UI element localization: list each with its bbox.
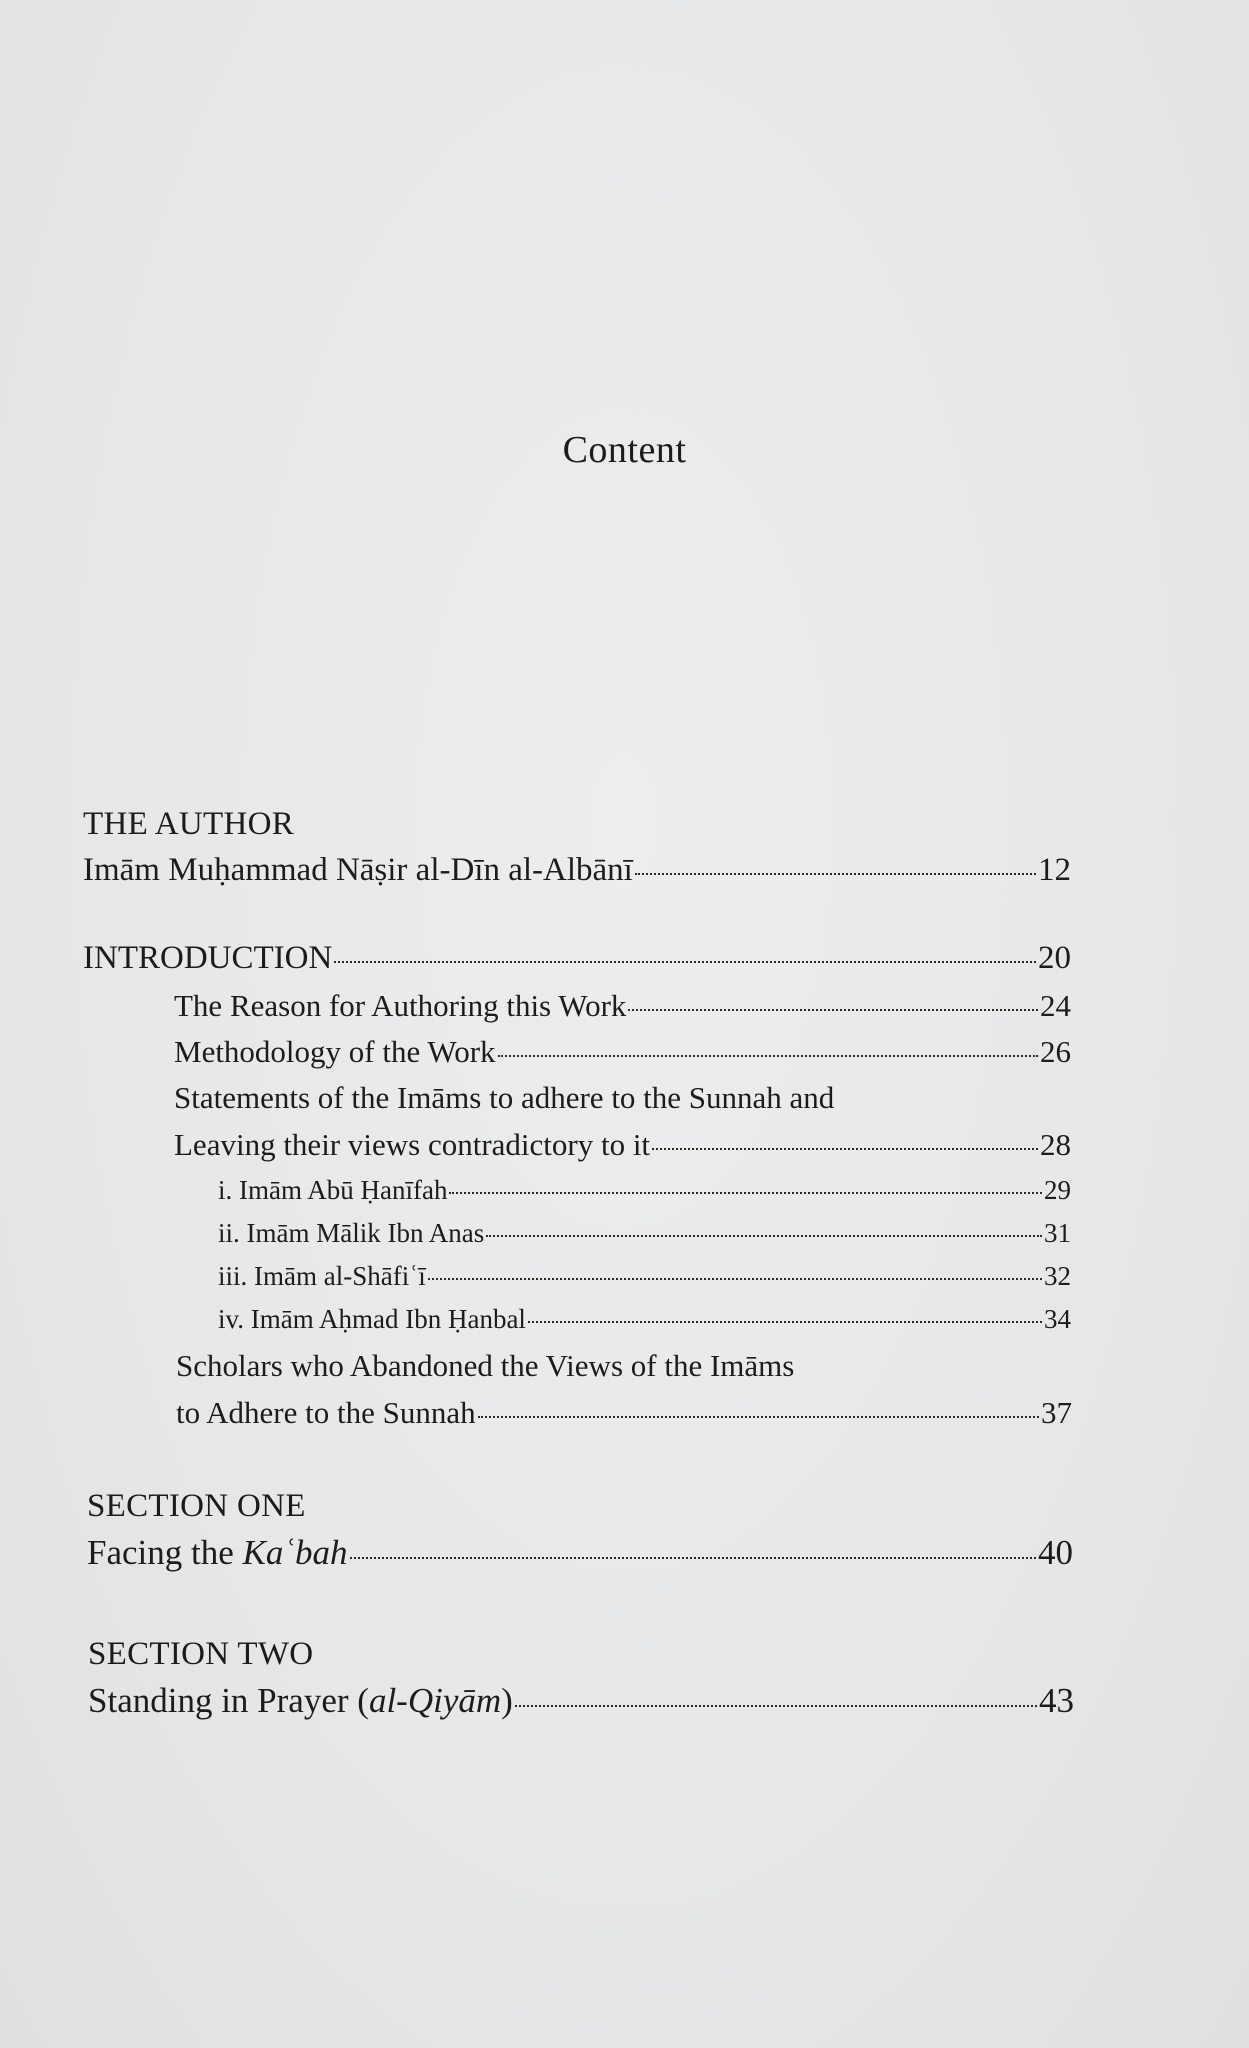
label-italic: al-Qiyām — [368, 1681, 502, 1720]
author-heading: THE AUTHOR — [83, 806, 295, 842]
toc-page-number: 26 — [1040, 1034, 1071, 1069]
toc-entry-label: to Adhere to the Sunnah — [176, 1395, 476, 1430]
toc-entry-label — [88, 1681, 513, 1721]
toc-page-number: 29 — [1044, 1175, 1071, 1205]
dot-leader — [428, 1278, 1042, 1280]
dot-leader — [635, 873, 1036, 875]
toc-entry-label: ii. Imām Mālik Ibn Anas — [218, 1218, 485, 1248]
toc-entry-section-one[interactable] — [87, 1533, 1073, 1573]
label-text-suffix: ) — [501, 1681, 513, 1720]
toc-entry-label: i. Imām Abū Ḥanīfah — [218, 1175, 448, 1205]
dot-leader — [478, 1416, 1039, 1418]
dot-leader — [486, 1235, 1042, 1237]
toc-entry-imam-2[interactable] — [218, 1218, 1071, 1249]
section-one-heading: SECTION ONE — [87, 1488, 306, 1524]
dot-leader — [350, 1557, 1036, 1559]
toc-page-number: 31 — [1044, 1218, 1071, 1248]
toc-entry-label: INTRODUCTION — [83, 940, 333, 976]
toc-entry-reason[interactable] — [174, 988, 1071, 1024]
toc-entry-imam-4[interactable] — [218, 1304, 1071, 1335]
toc-page-number: 28 — [1040, 1127, 1071, 1162]
toc-entry-label: iii. Imām al-Shāfiʿī — [218, 1261, 426, 1291]
dot-leader — [449, 1192, 1042, 1194]
toc-page-number: 32 — [1044, 1261, 1071, 1291]
toc-entry-label — [87, 1533, 348, 1573]
dot-leader — [652, 1148, 1038, 1150]
toc-entry-label: Leaving their views contradictory to it — [174, 1127, 651, 1162]
dot-leader — [528, 1321, 1042, 1323]
toc-entry-label: Methodology of the Work — [174, 1034, 496, 1069]
toc-page-number: 40 — [1038, 1533, 1073, 1572]
toc-page-number: 24 — [1040, 988, 1071, 1023]
toc-entry-imam-1[interactable] — [218, 1175, 1071, 1206]
dot-leader — [498, 1055, 1038, 1057]
label-text: Standing in Prayer ( — [88, 1681, 369, 1720]
toc-entry-label: The Reason for Authoring this Work — [174, 988, 627, 1023]
toc-entry-scholars-line1: Scholars who Abandoned the Views of the Imāms — [176, 1348, 795, 1383]
toc-entry-section-two[interactable] — [88, 1681, 1074, 1721]
toc-page-number: 37 — [1041, 1395, 1072, 1430]
toc-page-number: 43 — [1039, 1681, 1074, 1720]
toc-entry-imam-3[interactable] — [218, 1261, 1071, 1292]
page-title: Content — [562, 429, 687, 471]
label-italic: Kaʿbah — [242, 1533, 348, 1572]
toc-entry-statements[interactable] — [174, 1127, 1071, 1163]
label-text: Facing the — [87, 1533, 243, 1572]
section-two-heading: SECTION TWO — [88, 1636, 314, 1672]
toc-page-number: 12 — [1038, 852, 1071, 888]
toc-entry-author[interactable] — [83, 852, 1071, 889]
toc-entry-label: iv. Imām Aḥmad Ibn Ḥanbal — [218, 1304, 526, 1334]
toc-entry-label: Imām Muḥammad Nāṣir al-Dīn al-Albānī — [83, 852, 633, 888]
toc-entry-methodology[interactable] — [174, 1034, 1071, 1070]
dot-leader — [515, 1705, 1037, 1707]
dot-leader — [628, 1009, 1038, 1011]
toc-page-number: 34 — [1044, 1304, 1071, 1334]
toc-entry-statements-line1: Statements of the Imāms to adhere to the Sunnah and — [174, 1080, 835, 1115]
toc-page-number: 20 — [1038, 940, 1071, 976]
toc-entry-scholars[interactable] — [176, 1395, 1072, 1431]
toc-entry-introduction[interactable] — [83, 940, 1071, 977]
dot-leader — [334, 961, 1036, 963]
